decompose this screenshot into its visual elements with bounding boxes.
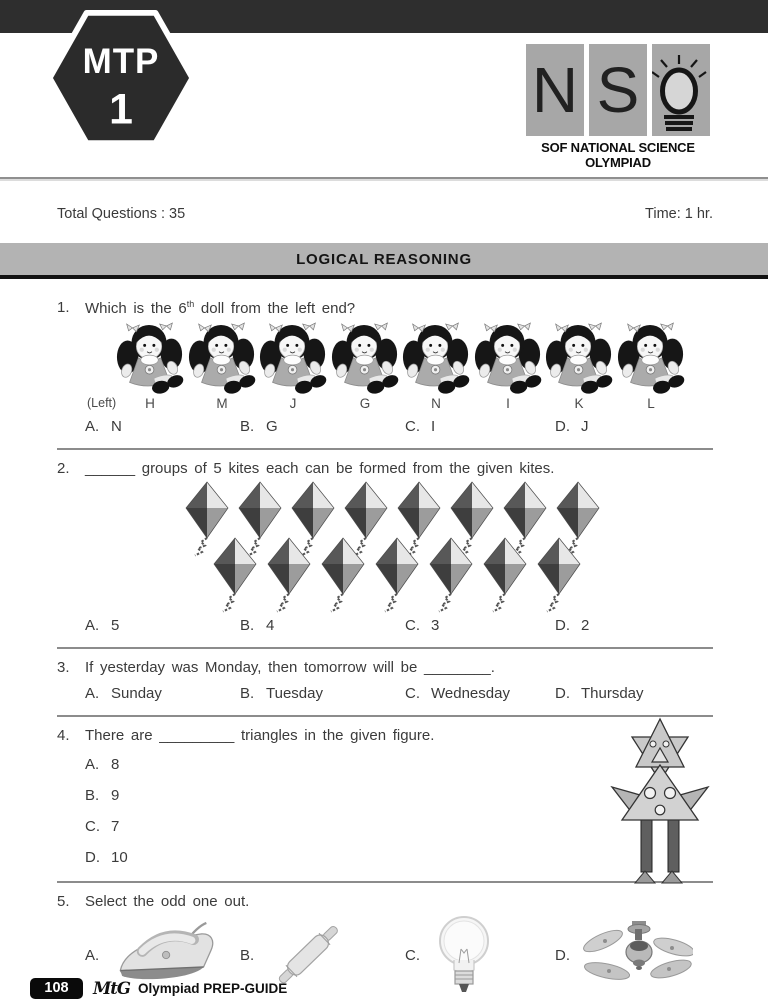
kite-icon <box>213 537 257 613</box>
nso-letter-n: N <box>531 54 579 126</box>
option-letter: D. <box>555 685 570 702</box>
option-text: N <box>111 418 122 435</box>
doll-icon <box>115 322 185 396</box>
badge-number: 1 <box>109 85 133 134</box>
option-c <box>405 617 555 634</box>
question-line <box>57 893 713 910</box>
nso-letter-s: S <box>596 54 640 126</box>
total-questions: Total Questions : 35 <box>57 206 186 222</box>
question-text: ______ groups of 5 kites each can be formed from the given kites. <box>85 460 555 477</box>
question-3 <box>57 659 713 717</box>
doll-icon <box>187 322 257 396</box>
question-text <box>85 299 713 317</box>
option-text: Tuesday <box>266 685 323 702</box>
kites-row-2 <box>57 537 713 613</box>
nso-logo <box>524 44 712 171</box>
option-letter: A. <box>85 418 100 435</box>
question-4 <box>57 727 713 883</box>
question-line <box>57 659 713 676</box>
question-number: 1. <box>57 299 70 316</box>
option-letter: C. <box>405 418 420 435</box>
mtp-badge <box>45 9 197 147</box>
doll-label: K <box>574 396 584 411</box>
question-text-post: doll from the left end? <box>194 300 356 317</box>
option-letter: B. <box>240 946 255 964</box>
header-divider <box>0 177 768 179</box>
option-text: J <box>581 418 589 435</box>
info-row <box>57 206 713 222</box>
option-letter: A. <box>85 946 100 964</box>
doll-label: N <box>431 396 441 411</box>
left-end-label: (Left) <box>87 396 117 410</box>
option-a <box>85 617 240 634</box>
triangle-robot-figure <box>604 717 716 885</box>
option-a <box>85 418 240 435</box>
option-letter: C. <box>85 818 100 835</box>
option-letter: D. <box>85 849 100 866</box>
doll-icon <box>330 322 400 396</box>
options-row <box>57 617 713 634</box>
option-letter: B. <box>240 685 255 702</box>
section-title: LOGICAL REASONING <box>296 250 472 268</box>
mtg-brand-logo: MtG <box>93 978 130 998</box>
question-separator <box>57 647 713 649</box>
option-text: 7 <box>111 818 120 835</box>
option-c <box>405 418 555 435</box>
kite-icon <box>429 537 473 613</box>
option-letter: C. <box>405 946 420 964</box>
option-d <box>555 418 713 435</box>
option-b <box>240 685 405 702</box>
light-bulb-o-icon <box>652 44 710 136</box>
option-letter: D. <box>555 617 570 634</box>
dolls-row <box>57 322 713 396</box>
doll-label: I <box>506 396 510 411</box>
option-text: 8 <box>111 756 120 773</box>
option-letter: A. <box>85 617 100 634</box>
option-letter: A. <box>85 685 100 702</box>
time-limit: Time: 1 hr. <box>645 206 713 222</box>
kite-icon <box>267 537 311 613</box>
footer-label: Olympiad PREP-GUIDE <box>137 980 288 996</box>
option-text: 2 <box>581 617 590 634</box>
section-header <box>0 243 768 279</box>
doll-label: H <box>145 396 155 411</box>
question-number: 2. <box>57 460 70 477</box>
option-letter: B. <box>240 617 255 634</box>
question-2 <box>57 460 713 649</box>
footer <box>0 976 768 1000</box>
option-text: G <box>266 418 278 435</box>
nso-subtitle-line1: SOF NATIONAL SCIENCE <box>541 140 695 155</box>
doll-icon <box>258 322 328 396</box>
nso-square-s <box>589 44 647 136</box>
option-text: Thursday <box>581 685 644 702</box>
doll-label: L <box>647 396 655 411</box>
option-text: 5 <box>111 617 120 634</box>
kite-icon <box>537 537 581 613</box>
nso-subtitle-line2: OLYMPIAD <box>585 154 651 170</box>
option-text: 10 <box>111 849 128 866</box>
option-letter: A. <box>85 756 100 773</box>
option-d <box>555 685 713 702</box>
option-text: 3 <box>431 617 440 634</box>
nso-square-n <box>526 44 584 136</box>
option-b <box>240 617 405 634</box>
question-list <box>57 291 713 998</box>
doll-label: M <box>216 396 228 411</box>
option-letter: C. <box>405 685 420 702</box>
option-a <box>85 685 240 702</box>
question-number: 4. <box>57 727 70 744</box>
option-letter: C. <box>405 617 420 634</box>
option-letter: D. <box>555 418 570 435</box>
option-c <box>405 685 555 702</box>
nso-subtitle <box>524 141 712 171</box>
option-d <box>555 617 713 634</box>
badge-hexagon-icon <box>45 9 197 147</box>
question-text-pre: Which is the 6 <box>85 300 187 317</box>
option-b <box>240 418 405 435</box>
doll-label: G <box>359 396 371 411</box>
kite-icon <box>321 537 365 613</box>
doll-icon <box>544 322 614 396</box>
page-number: 108 <box>44 980 69 996</box>
doll-label: J <box>289 396 297 411</box>
nso-logo-squares <box>524 44 712 136</box>
question-line <box>57 299 713 317</box>
options-row <box>57 685 713 702</box>
option-letter: D. <box>555 946 570 964</box>
question-text: There are _________ triangles in the given figure. <box>85 727 435 744</box>
question-text-sup: th <box>186 299 195 309</box>
doll-icon <box>473 322 543 396</box>
question-separator <box>57 448 713 450</box>
question-line <box>57 460 713 477</box>
option-letter: B. <box>240 418 255 435</box>
option-text: 4 <box>266 617 275 634</box>
option-text: I <box>431 418 436 435</box>
page-number-badge <box>30 978 83 999</box>
question-text: If yesterday was Monday, then tomorrow will be ________. <box>85 659 495 676</box>
doll-icon <box>616 322 686 396</box>
badge-title: MTP <box>82 42 160 82</box>
doll-labels-row <box>57 396 713 414</box>
option-text: Sunday <box>111 685 162 702</box>
doll-icon <box>401 322 471 396</box>
option-text: Wednesday <box>431 685 510 702</box>
kite-icon <box>375 537 419 613</box>
question-number: 3. <box>57 659 70 676</box>
option-text: 9 <box>111 787 120 804</box>
question-number: 5. <box>57 893 70 910</box>
nso-square-bulb <box>652 44 710 136</box>
kite-icon <box>483 537 527 613</box>
options-row <box>57 418 713 435</box>
option-letter: B. <box>85 787 100 804</box>
question-1 <box>57 299 713 450</box>
question-text: Select the odd one out. <box>85 893 250 910</box>
